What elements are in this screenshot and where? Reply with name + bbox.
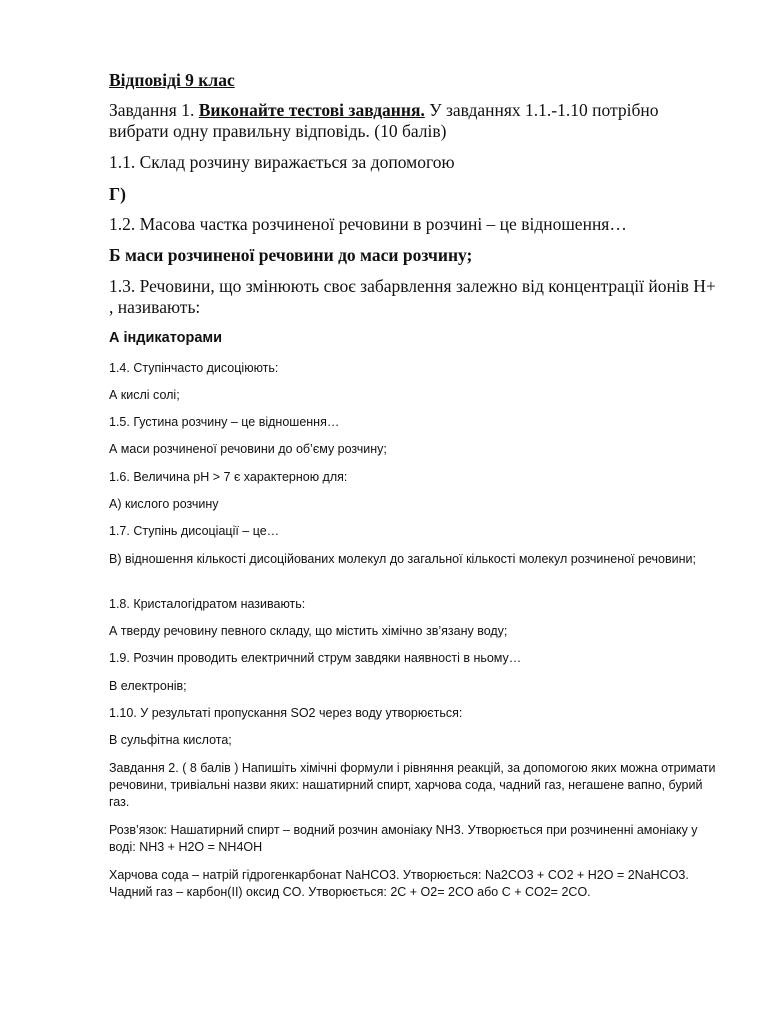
- task1-rest: У завданнях 1.1.-1.10 потрібно вибрати одну правильну відповідь. (10 балів): [109, 100, 659, 141]
- task1-instruction: [109, 100, 720, 142]
- question-1-3: 1.3. Речовини, що змінюють своє забарвлення залежно від концентрації йонів Н+ , називають:: [109, 276, 716, 317]
- question-1-6: 1.6. Величина рН > 7 є характерною для:: [109, 470, 348, 484]
- answer-1-5: А маси розчиненої речовини до об’єму розчину;: [109, 442, 387, 456]
- question-1-7: 1.7. Ступінь дисоціації – це…: [109, 524, 280, 538]
- answer-1-10: В сульфітна кислота;: [109, 733, 232, 747]
- answer-1-7: В) відношення кількості дисоційованих молекул до загальної кількості молекул розчиненої речовини;: [109, 552, 696, 566]
- answer-1-8: А тверду речовину певного складу, що містить хімічно зв’язану воду;: [109, 624, 508, 638]
- solution-paragraph-3: Чадний газ – карбон(II) оксид CO. Утворюється: 2C + O2= 2CO або C + CO2= 2CO.: [109, 885, 591, 899]
- question-1-4: 1.4. Ступінчасто дисоціюють:: [109, 361, 279, 375]
- solution-paragraph-1: Розв’язок: Нашатирний спирт – водний розчин амоніаку NH3. Утворюється при розчиненні амоніаку у воді: NH3 + H2O = NH4OH: [109, 823, 698, 854]
- answer-1-9: В електронів;: [109, 679, 187, 693]
- question-1-2: 1.2. Масова частка розчиненої речовини в розчині – це відношення…: [109, 214, 627, 234]
- answer-1-1: Г): [109, 184, 126, 204]
- question-1-5: 1.5. Густина розчину – це відношення…: [109, 415, 340, 429]
- question-1-1: 1.1. Склад розчину виражається за допомогою: [109, 152, 455, 172]
- task1-prefix: Завдання 1.: [109, 100, 199, 120]
- answer-1-2: Б маси розчиненої речовини до маси розчину;: [109, 245, 473, 265]
- answer-1-4: А кислі солі;: [109, 388, 180, 402]
- task2-instruction: Завдання 2. ( 8 балів ) Напишіть хімічні формули і рівняння реакцій, за допомогою яких можна отримати речовини, тривіальні назви яких: нашатирний спирт, харчова сода, чадний газ, негашене вапно, бурий газ.: [109, 761, 716, 809]
- doc-title: Відповіді 9 клас: [109, 70, 235, 90]
- question-1-10: 1.10. У результаті пропускання SO2 через воду утворюється:: [109, 706, 463, 720]
- answer-1-3: А індикаторами: [109, 330, 223, 346]
- task1-bold-text: Виконайте тестові завдання.: [198, 100, 425, 120]
- answer-1-6: А) кислого розчину: [109, 497, 219, 511]
- question-1-8: 1.8. Кристалогідратом називають:: [109, 597, 306, 611]
- question-1-9: 1.9. Розчин проводить електричний струм завдяки наявності в ньому…: [109, 651, 522, 665]
- solution-paragraph-2: Харчова сода – натрій гідрогенкарбонат NaHCO3. Утворюється: Na2CO3 + CO2 + H2O = 2NaHCO3.: [109, 868, 689, 882]
